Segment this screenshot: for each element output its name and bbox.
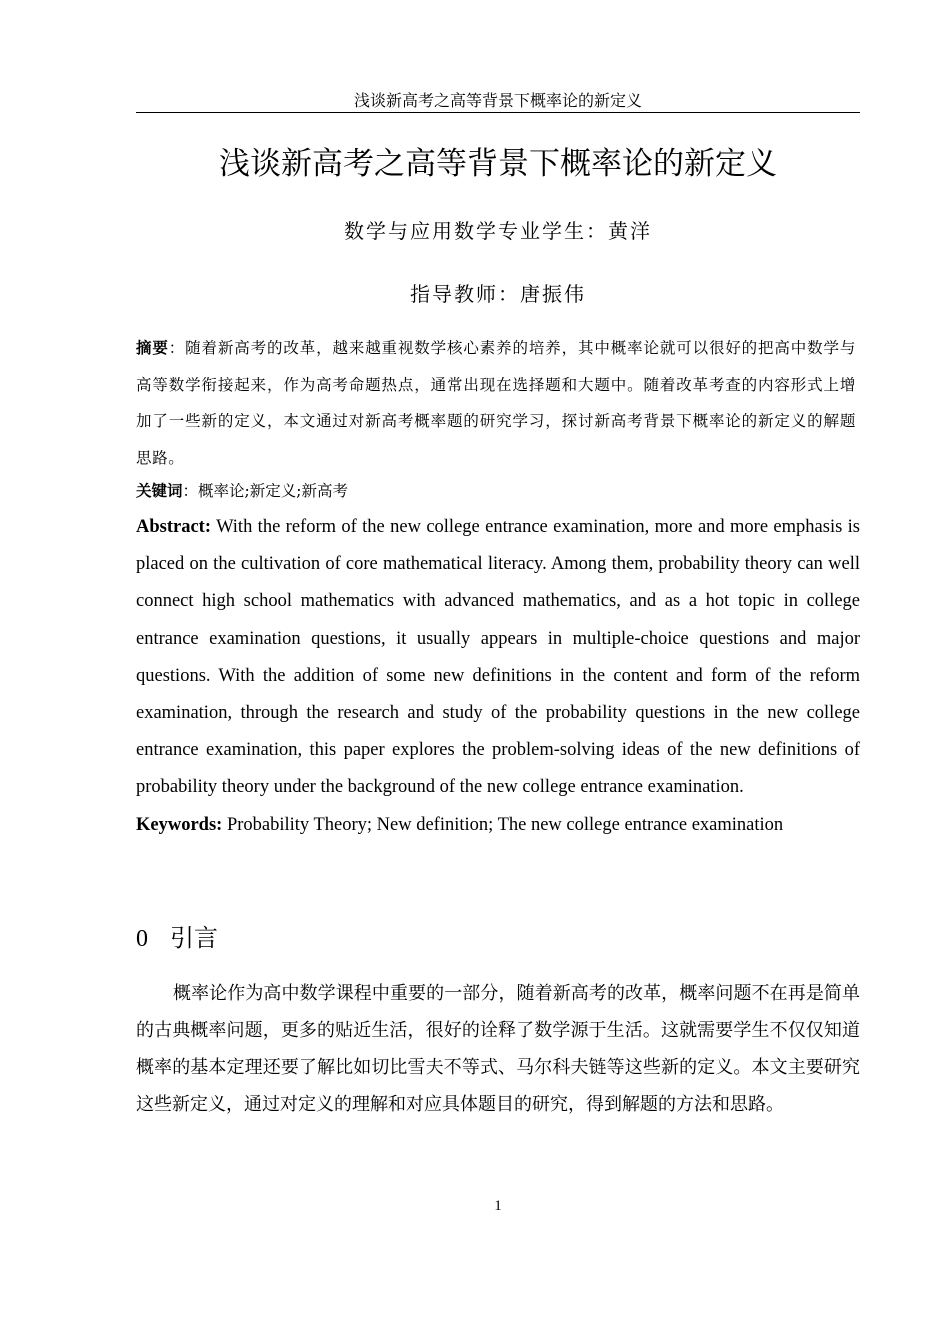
english-keywords-text: Probability Theory; New definition; The new college entrance examination	[226, 815, 784, 835]
advisor-line: 指导教师：唐振伟	[410, 282, 586, 306]
english-abstract	[136, 509, 860, 807]
section-heading	[136, 920, 860, 957]
chinese-keywords	[136, 473, 860, 509]
english-keywords-label: Keywords:	[136, 815, 223, 835]
paper-title: 浅谈新高考之高等背景下概率论的新定义	[219, 146, 777, 182]
section-title: 引言	[170, 924, 218, 952]
introduction-paragraph: 概率论作为高中数学课程中重要的一部分，随着新高考的改革，概率问题不在再是简单的古典概率问题，更多的贴近生活，很好的诠释了数学源于生活。这就需要学生不仅仅知道概率的基本定理还要了解比如切比雪夫不等式、马尔科夫链等这些新的定义。本文主要研究这些新定义，通过对定义的理解和对应具体题目的研究，得到解题的方法和思路。	[136, 983, 860, 1115]
chinese-keywords-separator: ：	[182, 482, 199, 500]
author-line: 数学与应用数学专业学生：黄洋	[344, 219, 652, 243]
chinese-abstract	[136, 330, 856, 476]
chinese-abstract-label: 摘要	[136, 338, 169, 357]
chinese-abstract-text: 随着新高考的改革，越来越重视数学核心素养的培养，其中概率论就可以很好的把高中数学与高等数学衔接起来，作为高考命题热点，通常出现在选择题和大题中。随着改革考查的内容形式上增加了一些新的定义，本文通过对新高考概率题的研究学习，探讨新高考背景下概率论的新定义的解题思路。	[136, 339, 856, 467]
section-number: 0	[136, 926, 148, 952]
chinese-abstract-separator: ：	[168, 339, 186, 357]
running-header: 浅谈新高考之高等背景下概率论的新定义	[353, 91, 642, 110]
english-abstract-text: With the reform of the new college entrance examination, more and more emphasis is placed on the cultivation of core mathematical literacy. Among them, probability theory can well connect high school mathematics with advanced mathematics, and as a hot topic in college entrance examination questions, it usually appears in multiple-choice questions and major questions. With the addition of some new definitions in the content and form of the reform examination, through the research and study of the probability questions in the new college entrance examination, this paper explores the problem-solving ideas of the new definitions of probability theory under the background of the new college entrance examination.	[136, 517, 860, 798]
chinese-keywords-label: 关键词	[136, 481, 183, 500]
english-keywords	[136, 807, 860, 844]
page-number: 1	[494, 1198, 502, 1214]
english-abstract-label: Abstract:	[136, 517, 212, 537]
header-rule	[136, 112, 860, 113]
chinese-keywords-text: 概率论;新定义;新高考	[198, 482, 348, 500]
